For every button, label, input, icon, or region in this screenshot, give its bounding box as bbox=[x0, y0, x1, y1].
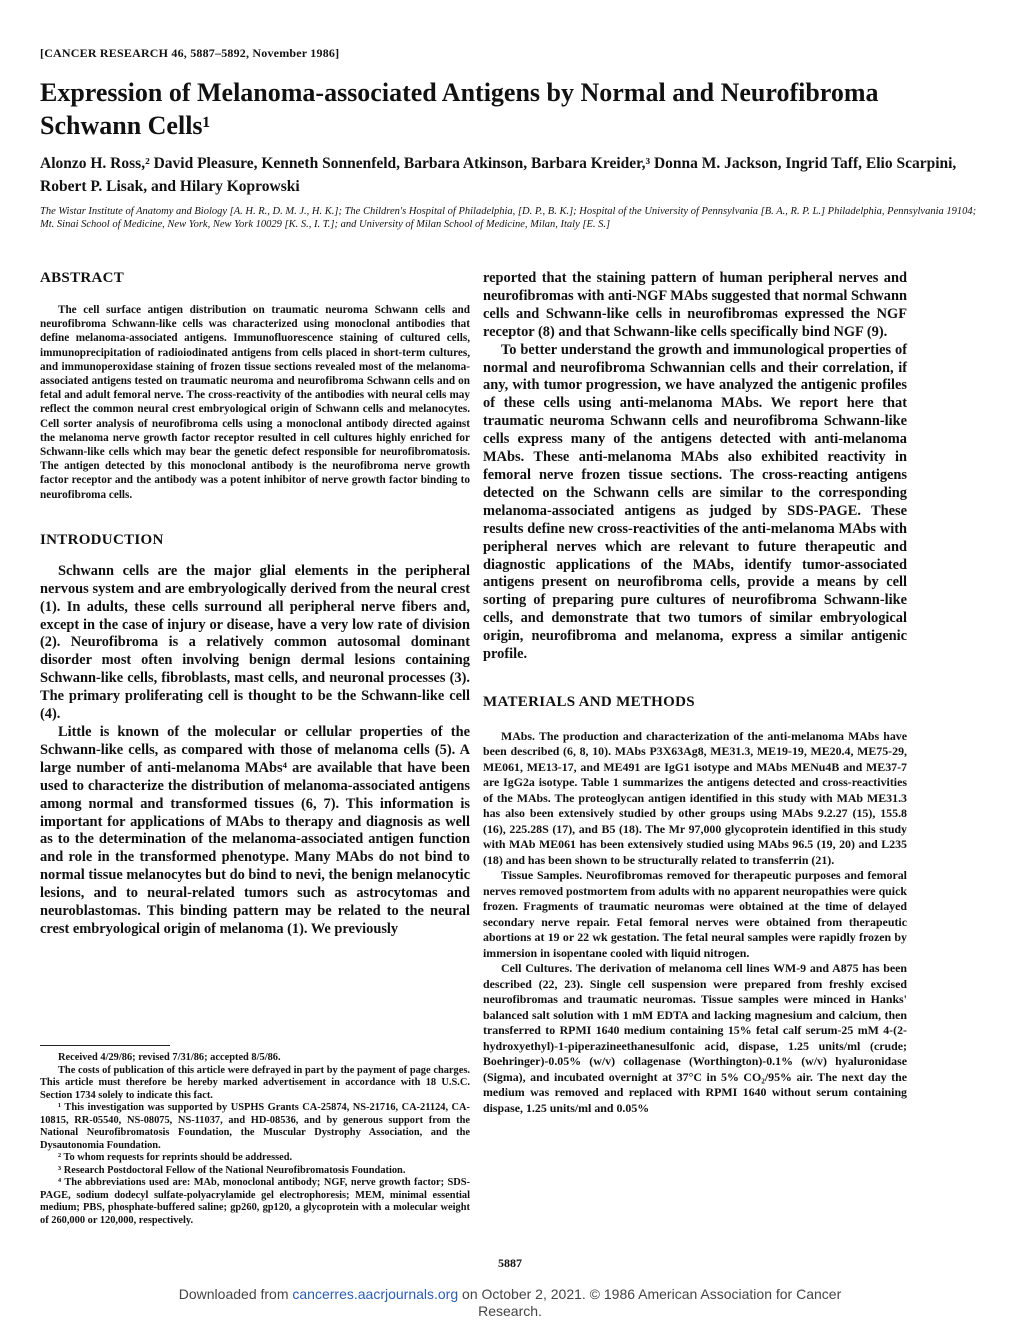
page-number: 5887 bbox=[498, 1256, 522, 1270]
footnotes bbox=[40, 1052, 470, 1227]
intro-paragraph-3: reported that the staining pattern of human peripheral nerves and neurofibromas with anti-NGF MAbs suggested that normal Schwann cells and Schwann-like cells in neurofibromas expressed the NGF receptor (8) and that Schwann-like cells specifically bind NGF (9). bbox=[483, 270, 907, 340]
tissue-runin: Tissue Samples. bbox=[501, 868, 583, 883]
footnote-costs: The costs of publication of this article were defrayed in part by the payment of page charges. This article must therefore be hereby marked advertisement in accordance with 18 U.S.C. Section 1734 solely to indicate this fact. bbox=[40, 1064, 470, 1101]
intro-paragraph-1: Schwann cells are the major glial elements in the peripheral nervous system and are embryologically derived from the neural crest (1). In adults, these cells surround all peripheral nerve fibers and, except in the case of injury or disease, have a very low rate of division (2). Neurofibroma is a relatively common autosomal dominant disorder most often involving benign dermal lesions containing Schwann-like cells, fibroblasts, mast cells, and neuronal processes (3). The primary proliferating cell is thought to be the Schwann-like cell (4). bbox=[40, 562, 470, 723]
footer-link[interactable]: cancerres.aacrjournals.org bbox=[292, 1286, 459, 1302]
author-list: Alonzo H. Ross,² David Pleasure, Kenneth Sonnenfeld, Barbara Atkinson, Barbara Kreider,³ Donna M. Jackson, Ingrid Taff, Elio Scarpini, Robert P. Lisak, and Hilary Koprowski bbox=[40, 155, 957, 195]
footer-prefix: Downloaded from bbox=[178, 1286, 293, 1302]
footnote-2: ² To whom requests for reprints should be addressed. bbox=[58, 1152, 293, 1163]
methods-culture bbox=[483, 961, 907, 1116]
culture-runin: Cell Cultures. bbox=[501, 961, 573, 976]
intro-paragraph-2: Little is known of the molecular or cellular properties of the Schwann-like cells, as compared with those of melanoma cells (5). A large number of anti-melanoma MAbs⁴ are available that have been used to characterize the distribution of melanoma-associated antigens among normal and transformed tissues (6, 7). This information is important for applications of MAbs to therapy and diagnosis as well as to the determination of the melanoma-associated antigen function and role in the transformed phenotype. Many MAbs do not bind to normal tissue melanocytes but do bind to nevi, the benign melanocytic lesions, and to neural-related tumors such as astrocytomas and neuroblastomas. This binding pattern may be related to the neural crest embryological origin of melanoma (1). We previously bbox=[40, 724, 470, 937]
footnote-3: ³ Research Postdoctoral Fellow of the National Neurofibromatosis Foundation. bbox=[58, 1164, 406, 1176]
methods-heading: MATERIALS AND METHODS bbox=[483, 693, 695, 710]
mabs-runin: MAbs. bbox=[501, 728, 536, 743]
left-column bbox=[40, 270, 470, 939]
footer-line2: Research. bbox=[478, 1303, 542, 1319]
footnote-received: Received 4/29/86; revised 7/31/86; accepted 8/5/86. bbox=[58, 1052, 281, 1063]
affiliations: The Wistar Institute of Anatomy and Biology [A. H. R., D. M. J., H. K.]; The Children's Hospital of Philadelphia, [D. P., B. K.]; Hospital of the University of Pennsylvania [B. A., R. P. L.] Philadelphia, Pennsylvania 19104; Mt. Sinai School of Medicine, New York, New York 10029 [K. S., I. T.]; and University of Milan School of Medicine, Milan, Italy [E. S.] bbox=[40, 206, 977, 230]
intro-paragraph-4: To better understand the growth and immunological properties of normal and neurofibroma Schwannian cells and their correlation, if any, with tumor progression, we have analyzed the antigenic profiles of these cells using anti-melanoma MAbs. We report here that traumatic neuroma Schwann cells and neurofibroma Schwann-like cells express many of the antigens detected with anti-melanoma MAbs. These anti-melanoma MAbs also exhibited reactivity in femoral nerve frozen tissue sections. The cross-reacting antigens detected on the Schwann cells are similar to the corresponding melanoma-associated antigens as judged by SDS-PAGE. These results define new cross-reactivities of the anti-melanoma MAbs with peripheral nerves which are relevant to future therapeutic and diagnostic applications of the MAbs, identify tumor-associated antigens present on neurofibroma cells, provide a means by cell sorting of preparing pure cultures of neurofibroma Schwann-like cells, and demonstrate that two tumors of similar embryological origin, neurofibroma and melanoma, express a similar antigenic profile. bbox=[483, 341, 907, 663]
footnote-rule bbox=[40, 1045, 170, 1046]
abstract-text: The cell surface antigen distribution on traumatic neuroma Schwann cells and neurofibroma Schwann-like cells was characterized using monoclonal antibodies that define melanoma-associated antigens. Immunofluorescence staining of cultured cells, immunoprecipitation of radioiodinated antigens from cells placed in short-term cultures, and immunoperoxidase staining of frozen tissue sections revealed most of the melanoma-associated antigens tested on traumatic neuroma and neurofibroma Schwann cells and on fetal and adult femoral nerve. The cross-reactivity of the antibodies with neural cells may reflect the common neural crest embryological origin of Schwann cells and melanocytes. Cell sorter analysis of neurofibroma cells using a monoclonal antibody directed against the melanoma nerve growth factor receptor resulted in cell cultures highly enriched for Schwann-like cells which may bear the genetic defect responsible for neurofibromatosis. The antigen detected by this monoclonal antibody is the neurofibroma nerve growth factor receptor and the antibody was a potent inhibitor of nerve growth factor binding to neurofibroma cells. bbox=[40, 304, 470, 501]
introduction-heading: INTRODUCTION bbox=[40, 531, 164, 548]
methods-tissue bbox=[483, 868, 907, 961]
methods-mabs bbox=[483, 729, 907, 869]
footer-suffix: on October 2, 2021. © 1986 American Association for Cancer bbox=[458, 1286, 842, 1302]
footnote-4: ⁴ The abbreviations used are: MAb, monoclonal antibody; NGF, nerve growth factor; SDS-PAGE, sodium dodecyl sulfate-polyacrylamide gel electrophoresis; MEM, minimal essential medium; PBS, phosphate-buffered saline; gp260, gp120, a glycoprotein with a molecular weight of 260,000 or 120,000, respectively. bbox=[40, 1177, 470, 1226]
tissue-text: Neurofibromas removed for therapeutic purposes and femoral nerves removed postmortem from adults with no apparent neuropathies were quick frozen. Fragments of traumatic neuromas were obtained at the time of delayed secondary nerve repair. Fetal femoral nerves were obtained from therapeutic abortions at 19 or 22 wk gestation. The fetal neural samples were rapidly frozen by immersion in isopentane cooled with liquid nitrogen. bbox=[483, 868, 907, 960]
abstract-heading: ABSTRACT bbox=[40, 270, 125, 286]
download-footer bbox=[0, 1286, 1020, 1320]
footnote-1: ¹ This investigation was supported by USPHS Grants CA-25874, NS-21716, CA-21124, CA-10815, RR-05540, NS-08075, NS-11037, and HD-08536, and by generous support from the National Neurofibromatosis Foundation, the Muscular Dystrophy Association, and the Dysautonomia Foundation. bbox=[40, 1102, 470, 1151]
journal-header: [CANCER RESEARCH 46, 5887–5892, November 1986] bbox=[40, 46, 340, 60]
culture-text: The derivation of melanoma cell lines WM-9 and A875 has been described (22, 23). Single cell suspension were prepared from freshly excised neurofibromas and traumatic neuromas. Tissue samples were minced in Hanks' balanced salt solution with 1 mM EDTA and lacking magnesium and calcium, then transferred to RPMI 1640 medium containing 15% fetal calf serum-25 mM 4-(2-hydroxyethyl)-1-piperazineethanesulfonic acid, dispase, 1.25 units/ml (crude; Boehringer)-0.05% (w/v) collagenase (Worthington)-0.1% (w/v) hyaluronidase (Sigma), and incubated overnight at 37°C in 5% CO₂/95% air. The next day the medium was removed and replaced with RPMI 1640 without serum containing dispase, 1.25 units/ml and 0.05% bbox=[483, 961, 907, 1115]
mabs-text: The production and characterization of the anti-melanoma MAbs have been described (6, 8, 10). MAbs P3X63Ag8, ME31.3, ME19-19, ME20.4, ME75-29, ME061, ME13-17, and ME491 are IgG1 isotype and MAbs MENu4B and ME37-7 are IgG2a isotype. Table 1 summarizes the antigens detected and cross-reactivities of the MAbs. The proteoglycan antigen identified in this study with MAb ME31.3 has also been extensively studied by other groups using MAbs 9.2.27 (15), 155.8 (16), 225.28S (17), and B5 (18). The Mr 97,000 glycoprotein identified in this study with MAb ME061 has been extensively studied using MAbs 96.5 (19, 20) and L235 (18) and has been shown to be structurally related to transferrin (21). bbox=[483, 728, 907, 867]
article-title: Expression of Melanoma-associated Antigens by Normal and Neurofibroma Schwann Cells¹ bbox=[40, 78, 879, 140]
right-column bbox=[483, 270, 907, 1116]
